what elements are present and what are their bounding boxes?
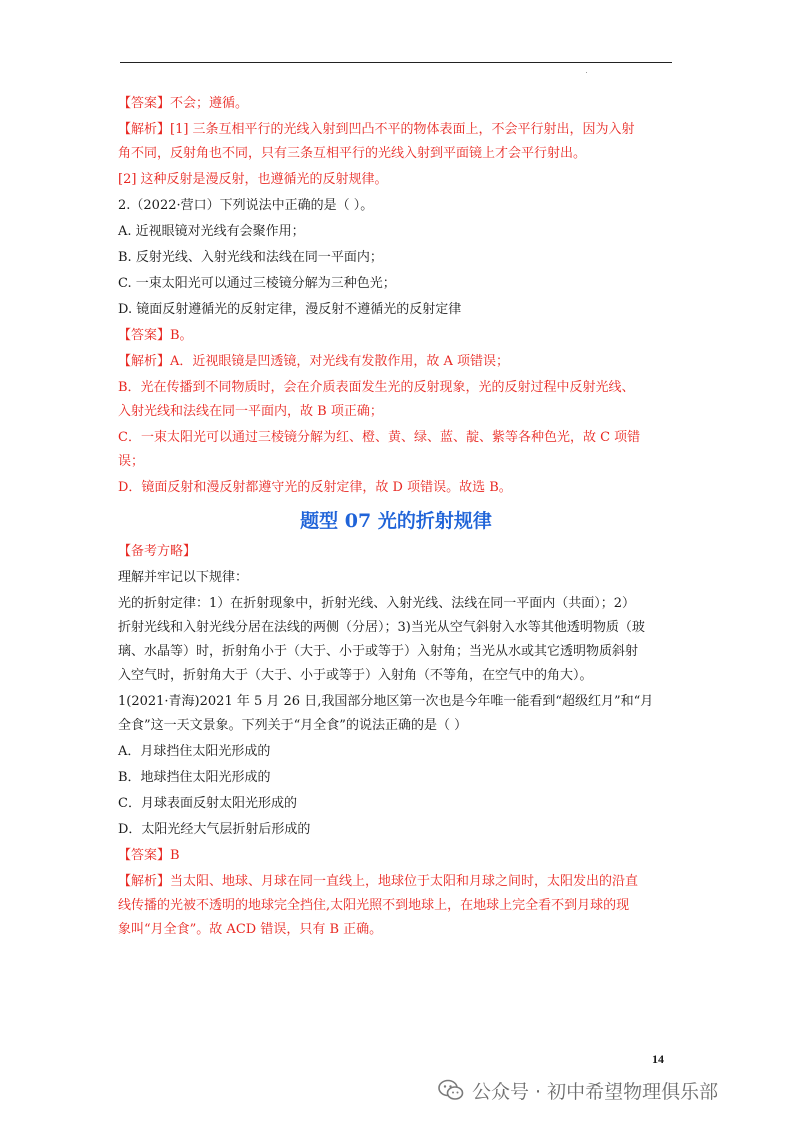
analysis-line: 【解析】当太阳、地球、月球在同一直线上，地球位于太阳和月球之间时，太阳发出的沿直 xyxy=(118,874,639,889)
question-stem: 全食”这一天文景象。下列关于“月全食”的说法正确的是（ ） xyxy=(118,718,468,733)
section-title: 题型 07 光的折射规律 xyxy=(300,510,492,532)
question-stem: 2.（2022·营口）下列说法中正确的是（ ）。 xyxy=(118,198,374,213)
text-line: 光的折射定律：1）在折射现象中，折射光线、入射光线、法线在同一平面内（共面）；2） xyxy=(118,596,636,611)
option-c: C．月球表面反射太阳光形成的 xyxy=(118,796,297,811)
text-line: 入空气时，折射角大于（大于、小于或等于）入射角（不等角，在空气中的角大）。 xyxy=(118,668,593,683)
watermark-text: 公众号 · 初中希望物理俱乐部 xyxy=(472,1080,719,1103)
text-line: 【答案】不会；遵循。 xyxy=(118,96,249,111)
text-line: 璃、水晶等）时，折射角小于（大于、小于或等于）入射角；当光从水或其它透明物质斜射 xyxy=(118,644,639,659)
analysis-line: 线传播的光被不透明的地球完全挡住,太阳光照不到地球上，在地球上完全看不到月球的现 xyxy=(118,898,630,913)
analysis-line: 误； xyxy=(118,454,145,469)
option-d: D．太阳光经大气层折射后形成的 xyxy=(118,822,311,837)
option-b: B. 反射光线、入射光线和法线在同一平面内； xyxy=(118,250,383,265)
question-stem: 1(2021·青海)2021 年 5 月 26 日,我国部分地区第一次也是今年唯一能看到“超级红月”和“月 xyxy=(118,694,654,709)
text-line: 【解析】[1] 三条互相平行的光线入射到凹凸不平的物体表面上，不会平行射出，因为入射 xyxy=(118,122,635,137)
text-line: 折射光线和入射光线分居在法线的两侧（分居）；3)当光从空气斜射入水等其他透明物质（玻 xyxy=(118,620,645,635)
analysis-line: 象叫“月全食”。故 ACD 错误，只有 B 正确。 xyxy=(118,922,383,937)
page-number: 14 xyxy=(652,1052,664,1066)
option-d: D. 镜面反射遵循光的反射定律，漫反射不遵循光的反射定律 xyxy=(118,302,462,317)
option-c: C. 一束太阳光可以通过三棱镜分解为三种色光； xyxy=(118,276,396,291)
text-line: [2] 这种反射是漫反射，也遵循光的反射规律。 xyxy=(118,172,388,187)
header-rule xyxy=(120,62,672,63)
analysis-line: 入射光线和法线在同一平面内，故 B 项正确； xyxy=(118,404,383,419)
text-line: 理解并牢记以下规律： xyxy=(118,570,249,585)
page-content xyxy=(118,92,674,942)
analysis-line: 【解析】A．近视眼镜是凹透镜，对光线有发散作用，故 A 项错误； xyxy=(118,354,510,369)
option-a: A. 近视眼镜对光线有会聚作用； xyxy=(118,224,305,239)
analysis-line: B．光在传播到不同物质时，会在介质表面发生光的反射现象，光的反射过程中反射光线、 xyxy=(118,380,635,395)
watermark xyxy=(438,1076,778,1104)
option-a: A．月球挡住太阳光形成的 xyxy=(118,744,271,759)
analysis-line: C．一束太阳光可以通过三棱镜分解为红、橙、黄、绿、蓝、靛、紫等各种色光，故 C 项错 xyxy=(118,430,641,445)
text-line: 角不同，反射角也不同，只有三条互相平行的光线入射到平面镜上才会平行射出。 xyxy=(118,146,587,161)
strategy-heading: 【备考方略】 xyxy=(118,544,197,559)
header-dot xyxy=(586,72,587,73)
answer-line: 【答案】B xyxy=(118,848,180,863)
analysis-line: D．镜面反射和漫反射都遵守光的反射定律，故 D 项错误。故选 B。 xyxy=(118,480,512,495)
option-b: B．地球挡住太阳光形成的 xyxy=(118,770,271,785)
answer-line: 【答案】B。 xyxy=(118,328,193,343)
wechat-icon xyxy=(438,1079,464,1101)
